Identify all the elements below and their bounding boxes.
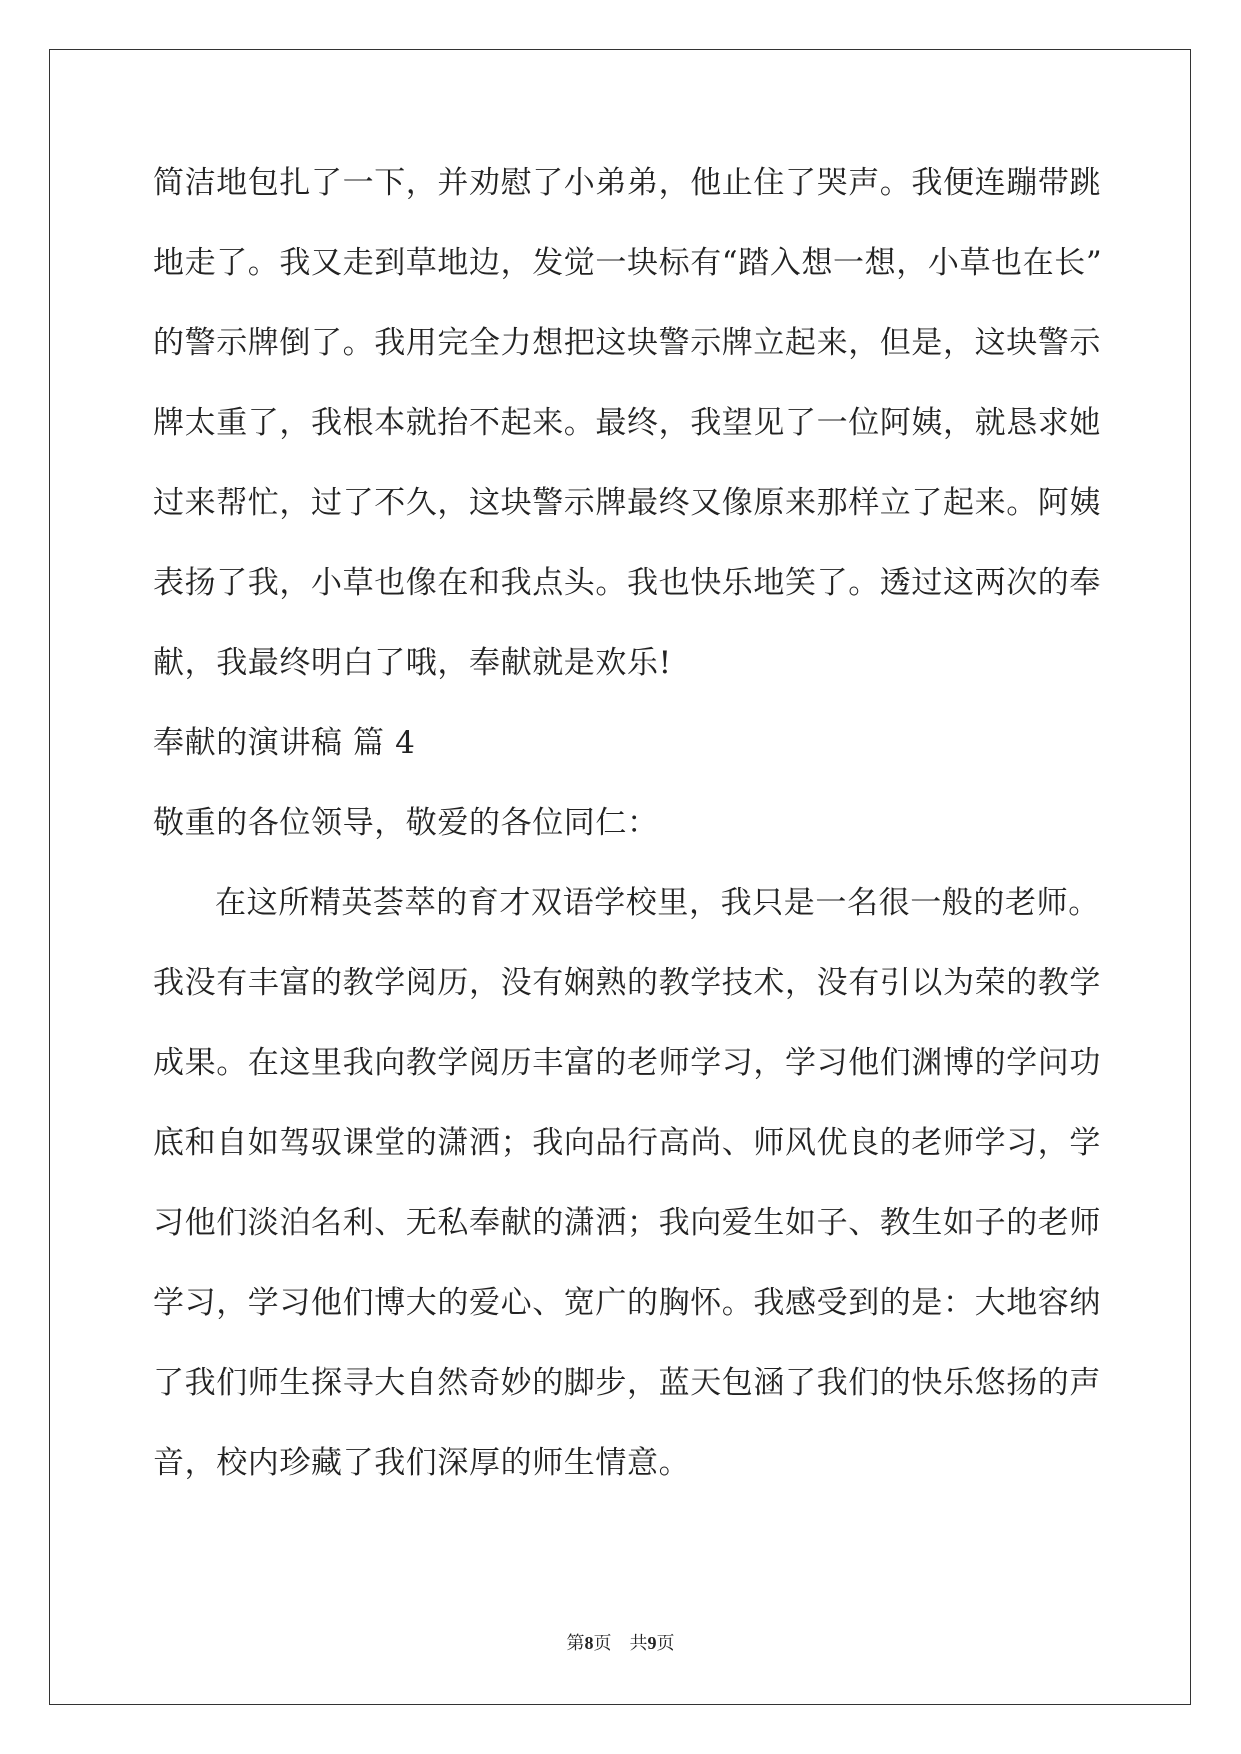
paragraph-line: 地走了。我又走到草地边，发觉一块标有“踏入想一想，小草也在长” — [153, 245, 1103, 281]
page-footer — [0, 1631, 1241, 1656]
salutation: 敬重的各位领导，敬爱的各位同仁： — [153, 805, 659, 841]
paragraph-line: 在这所精英荟萃的育才双语学校里，我只是一名很一般的老师。 — [215, 885, 1100, 921]
total-page-number: 9 — [647, 1633, 657, 1653]
paragraph-line: 过来帮忙，过了不久，这块警示牌最终又像原来那样立了起来。阿姨 — [153, 485, 1101, 521]
paragraph-line: 表扬了我，小草也像在和我点头。我也快乐地笑了。透过这两次的奉 — [153, 565, 1101, 601]
paragraph-line: 献，我最终明白了哦，奉献就是欢乐! — [153, 645, 672, 681]
paragraph-line: 了我们师生探寻大自然奇妙的脚步，蓝天包涵了我们的快乐悠扬的声 — [153, 1365, 1101, 1401]
paragraph-line: 简洁地包扎了一下，并劝慰了小弟弟，他止住了哭声。我便连蹦带跳 — [153, 165, 1101, 201]
paragraph-line: 牌太重了，我根本就抬不起来。最终，我望见了一位阿姨，就恳求她 — [153, 405, 1101, 441]
footer-mid: 页 共 — [593, 1633, 648, 1654]
paragraph-line: 成果。在这里我向教学阅历丰富的老师学习，学习他们渊博的学问功 — [153, 1045, 1101, 1081]
paragraph-line: 习他们淡泊名利、无私奉献的潇洒；我向爱生如子、教生如子的老师 — [153, 1205, 1101, 1241]
footer-prefix: 第 — [566, 1633, 585, 1654]
paragraph-line: 底和自如驾驭课堂的潇洒；我向品行高尚、师风优良的老师学习，学 — [153, 1125, 1101, 1161]
paragraph-line: 我没有丰富的教学阅历，没有娴熟的教学技术，没有引以为荣的教学 — [153, 965, 1101, 1001]
section-title: 奉献的演讲稿 篇 4 — [153, 725, 416, 761]
paragraph-line: 学习，学习他们博大的爱心、宽广的胸怀。我感受到的是：大地容纳 — [153, 1285, 1101, 1321]
paragraph-line: 音，校内珍藏了我们深厚的师生情意。 — [153, 1445, 691, 1481]
paragraph-line: 的警示牌倒了。我用完全力想把这块警示牌立起来，但是，这块警示 — [153, 325, 1101, 361]
current-page-number: 8 — [584, 1633, 594, 1653]
footer-suffix: 页 — [656, 1633, 675, 1654]
